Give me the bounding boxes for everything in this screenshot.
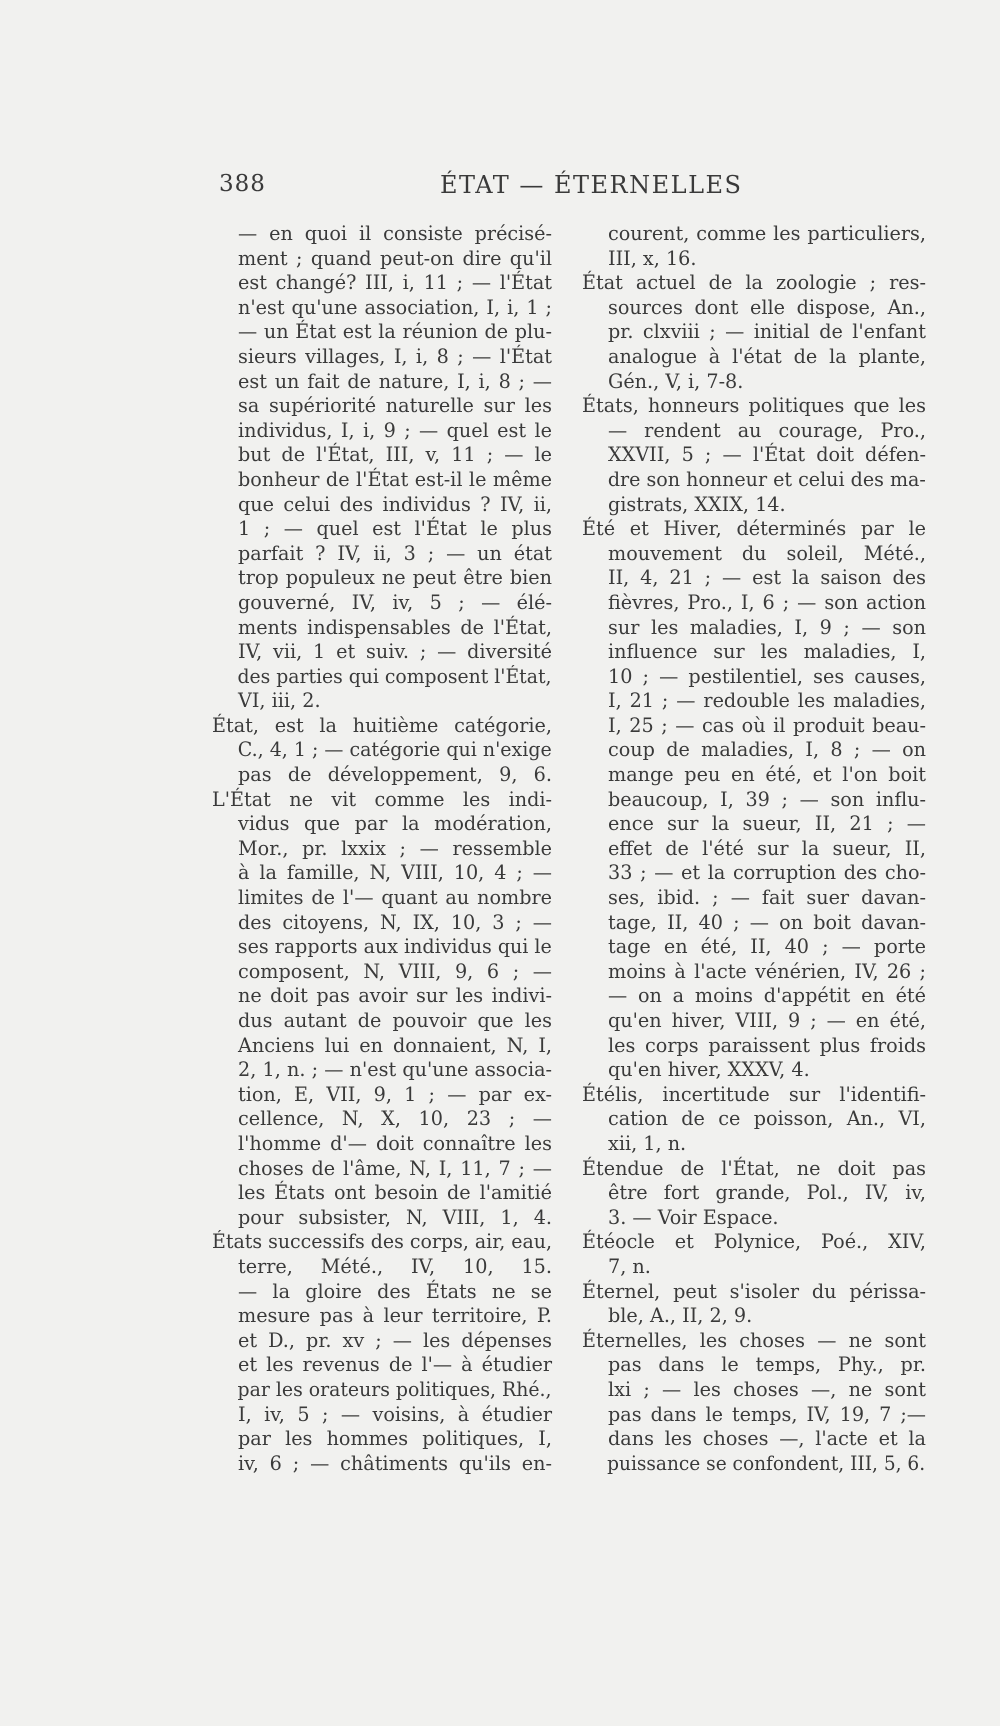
text-line: et les revenus de l'— à étudier <box>238 1353 552 1377</box>
text-line: VI, iii, 2. <box>238 689 321 713</box>
text-line: puissance se confondent, III, 5, 6. <box>607 1451 926 1475</box>
text-line: Été et Hiver, déterminés par le <box>582 517 926 541</box>
text-line: les États ont besoin de l'amitié <box>238 1181 552 1205</box>
text-line: fièvres, Pro., I, 6 ; — son action <box>608 590 926 614</box>
text-line: des parties qui composent l'État, <box>237 664 552 688</box>
text-line: État, est la huitième catégorie, <box>212 713 552 737</box>
text-line: cation de ce poisson, An., VI, <box>608 1107 926 1131</box>
text-line: choses de l'âme, N, I, 11, 7 ; — <box>238 1156 552 1180</box>
text-line: terre, Mété., IV, 10, 15. <box>238 1254 552 1278</box>
text-line: gouverné, IV, iv, 5 ; — élé- <box>238 590 552 614</box>
text-line: coup de maladies, I, 8 ; — on <box>608 738 926 762</box>
text-line: 3. — Voir Espace. <box>608 1205 779 1229</box>
text-line: ne doit pas avoir sur les indivi- <box>238 984 552 1008</box>
text-line: 33 ; — et la corruption des cho- <box>608 861 926 885</box>
text-line: les corps paraissent plus froids <box>608 1033 926 1057</box>
text-line: qu'en hiver, VIII, 9 ; — en été, <box>608 1009 926 1032</box>
text-line: lxi ; — les choses —, ne sont <box>608 1377 926 1401</box>
running-head: ÉTAT — ÉTERNELLES <box>440 171 743 199</box>
text-line: cellence, N, X, 10, 23 ; — <box>238 1107 552 1131</box>
text-line: pas dans le temps, Phy., pr. <box>608 1353 926 1377</box>
text-line: est changé? III, i, 11 ; — l'État <box>238 271 552 295</box>
text-line: but de l'État, III, v, 11 ; — le <box>238 443 552 467</box>
text-line: ments indispensables de l'État, <box>238 615 552 639</box>
text-line: composent, N, VIII, 9, 6 ; — <box>238 959 552 983</box>
text-line: Gén., V, i, 7-8. <box>608 369 744 393</box>
text-line: être fort grande, Pol., IV, iv, <box>608 1181 926 1205</box>
text-line: dus autant de pouvoir que les <box>238 1009 552 1032</box>
text-line: Éternelles, les choses — ne sont <box>582 1328 926 1352</box>
text-line: l'homme d'— doit connaître les <box>238 1131 552 1155</box>
text-line: 10 ; — pestilentiel, ses causes, <box>608 664 926 688</box>
text-line: Éternel, peut s'isoler du périssa- <box>582 1279 926 1303</box>
text-line: — un État est la réunion de plu- <box>238 320 552 344</box>
text-line: 1 ; — quel est l'État le plus <box>238 517 552 541</box>
text-line: mesure pas à leur territoire, P. <box>238 1304 552 1328</box>
text-line: dre son honneur et celui des ma- <box>607 467 926 491</box>
text-line: individus, I, i, 9 ; — quel est le <box>238 418 552 442</box>
text-line: beaucoup, I, 39 ; — son influ- <box>608 787 926 811</box>
text-line: sources dont elle dispose, An., <box>608 295 926 319</box>
text-line: XXVII, 5 ; — l'État doit défen- <box>608 443 926 467</box>
text-line: I, 25 ; — cas où il produit beau- <box>608 713 926 737</box>
text-line: ses rapports aux individus qui le <box>237 935 552 959</box>
text-line: — rendent au courage, Pro., <box>608 418 926 442</box>
text-line: pas de développement, 9, 6. <box>238 763 552 787</box>
text-line: — on a moins d'appétit en été <box>608 984 926 1008</box>
text-line: limites de l'— quant au nombre <box>238 886 552 910</box>
text-line: sieurs villages, I, i, 8 ; — l'État <box>238 344 552 368</box>
text-line: pour subsister, N, VIII, 1, 4. <box>238 1205 552 1229</box>
text-line: pas dans le temps, IV, 19, 7 ;— <box>608 1402 926 1426</box>
text-line: effet de l'été sur la sueur, II, <box>608 836 926 860</box>
text-line: IV, vii, 1 et suiv. ; — diversité <box>238 640 552 664</box>
text-line: et D., pr. xv ; — les dépenses <box>238 1328 552 1352</box>
text-line: moins à l'acte vénérien, IV, 26 ; <box>608 959 926 983</box>
text-line: par les orateurs politiques, Rhé., <box>237 1377 552 1401</box>
text-line: Anciens lui en donnaient, N, I, <box>238 1033 552 1057</box>
text-line: n'est qu'une association, I, i, 1 ; <box>238 295 552 319</box>
text-line: ment ; quand peut-on dire qu'il <box>238 246 552 270</box>
text-line: sa supériorité naturelle sur les <box>238 394 552 418</box>
text-line: dans les choses —, l'acte et la <box>608 1427 926 1451</box>
text-line: 7, n. <box>608 1254 651 1278</box>
text-line: État actuel de la zoologie ; res- <box>582 271 926 295</box>
text-line: xii, 1, n. <box>608 1131 687 1155</box>
text-line: ble, A., II, 2, 9. <box>608 1304 753 1328</box>
text-line: L'État ne vit comme les indi- <box>212 787 552 811</box>
page-number: 388 <box>219 171 266 197</box>
text-line: I, 21 ; — redouble les maladies, <box>608 689 926 713</box>
text-line: parfait ? IV, ii, 3 ; — un état <box>238 541 552 565</box>
left-column <box>212 222 552 1476</box>
text-line: mange peu en été, et l'on boit <box>608 763 926 787</box>
text-line: mouvement du soleil, Mété., <box>608 541 926 565</box>
text-line: à la famille, N, VIII, 10, 4 ; — <box>238 861 552 885</box>
text-line: — la gloire des États ne se <box>238 1279 552 1303</box>
text-line: — en quoi il consiste précisé- <box>238 222 552 245</box>
text-line: États successifs des corps, air, eau, <box>212 1230 552 1254</box>
text-line: Étendue de l'État, ne doit pas <box>582 1156 926 1180</box>
text-line: Étéocle et Polynice, Poé., XIV, <box>582 1230 926 1254</box>
text-line: Étélis, incertitude sur l'identifi- <box>582 1082 926 1106</box>
text-line: des citoyens, N, IX, 10, 3 ; — <box>238 910 552 934</box>
text-line: tage, II, 40 ; — on boit davan- <box>608 910 926 934</box>
text-line: pr. clxviii ; — initial de l'enfant <box>608 320 926 344</box>
text-line: tage en été, II, 40 ; — porte <box>608 935 926 959</box>
text-line: sur les maladies, I, 9 ; — son <box>608 615 926 639</box>
text-line: iv, 6 ; — châtiments qu'ils en- <box>238 1451 552 1475</box>
text-line: C., 4, 1 ; — catégorie qui n'exige <box>237 738 552 762</box>
right-column <box>582 222 926 1476</box>
text-line: analogue à l'état de la plante, <box>608 344 926 368</box>
text-line: II, 4, 21 ; — est la saison des <box>608 566 926 590</box>
text-line: Mor., pr. lxxix ; — ressemble <box>238 836 552 860</box>
text-line: ses, ibid. ; — fait suer davan- <box>608 886 926 910</box>
text-line: que celui des individus ? IV, ii, <box>238 492 552 516</box>
text-line: bonheur de l'État est-il le même <box>238 467 552 491</box>
text-line: États, honneurs politiques que les <box>582 394 926 418</box>
text-line: par les hommes politiques, I, <box>238 1427 552 1451</box>
text-line: gistrats, XXIX, 14. <box>608 492 786 516</box>
text-line: qu'en hiver, XXXV, 4. <box>608 1058 810 1082</box>
text-line: courent, comme les particuliers, <box>608 222 926 245</box>
text-line: est un fait de nature, I, i, 8 ; — <box>238 369 552 393</box>
text-line: 2, 1, n. ; — n'est qu'une associa- <box>238 1058 552 1082</box>
text-line: I, iv, 5 ; — voisins, à étudier <box>238 1402 552 1426</box>
text-line: influence sur les maladies, I, <box>608 640 926 664</box>
text-line: ence sur la sueur, II, 21 ; — <box>608 812 926 836</box>
text-line: trop populeux ne peut être bien <box>238 566 552 590</box>
text-line: III, x, 16. <box>608 246 697 270</box>
text-line: vidus que par la modération, <box>238 812 552 836</box>
text-line: tion, E, VII, 9, 1 ; — par ex- <box>238 1082 552 1106</box>
